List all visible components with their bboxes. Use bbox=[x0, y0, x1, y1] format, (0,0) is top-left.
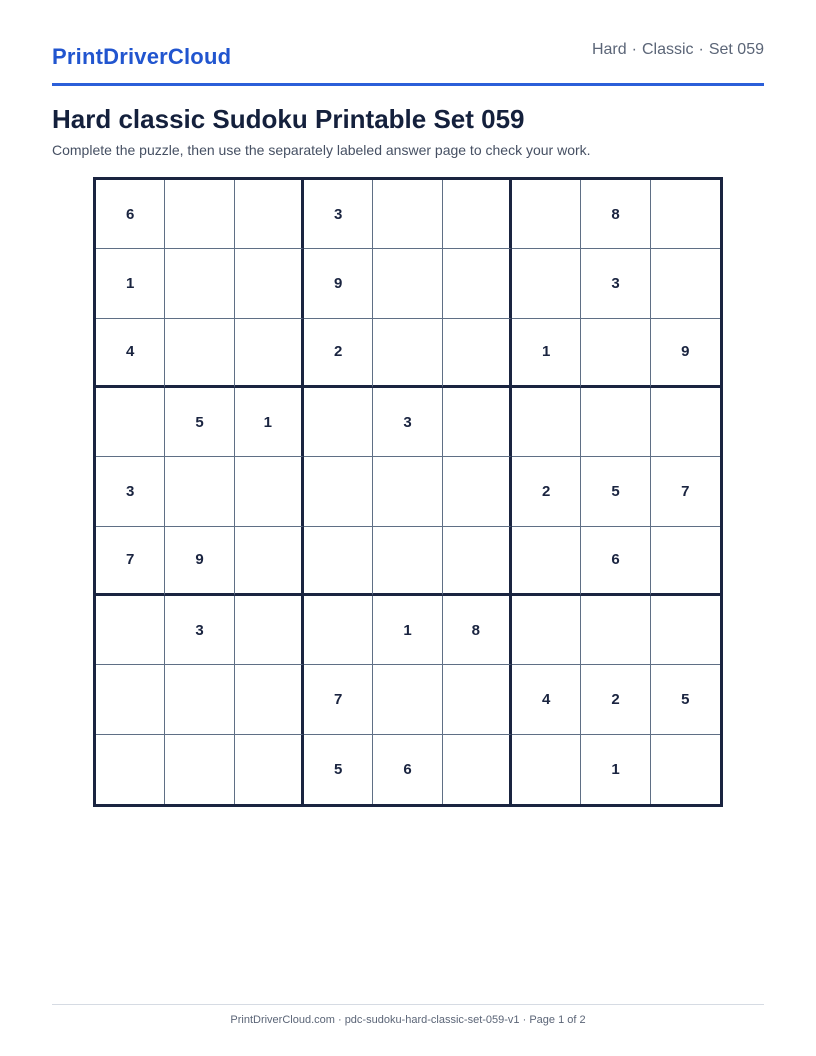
sudoku-cell-r6-c7[interactable] bbox=[512, 527, 581, 596]
page-header bbox=[52, 0, 764, 86]
sudoku-cell-r8-c3[interactable] bbox=[235, 665, 304, 734]
sudoku-cell-r4-c7[interactable] bbox=[512, 388, 581, 457]
sudoku-cell-r4-c4[interactable] bbox=[304, 388, 373, 457]
sudoku-cell-r9-c6[interactable] bbox=[443, 735, 512, 804]
sudoku-cell-r8-c2[interactable] bbox=[165, 665, 234, 734]
sudoku-cell-r2-c5[interactable] bbox=[373, 249, 442, 318]
sudoku-cell-r1-c2[interactable] bbox=[165, 180, 234, 249]
sudoku-cell-r5-c3[interactable] bbox=[235, 457, 304, 526]
sudoku-cell-r1-c5[interactable] bbox=[373, 180, 442, 249]
sudoku-cell-r2-c3[interactable] bbox=[235, 249, 304, 318]
sudoku-cell-r5-c2[interactable] bbox=[165, 457, 234, 526]
sudoku-cell-r1-c7[interactable] bbox=[512, 180, 581, 249]
sudoku-grid bbox=[93, 177, 723, 807]
sudoku-cell-r3-c4[interactable]: 2 bbox=[304, 319, 373, 388]
sudoku-cell-r9-c2[interactable] bbox=[165, 735, 234, 804]
sudoku-cell-r4-c2[interactable]: 5 bbox=[165, 388, 234, 457]
sudoku-cell-r7-c2[interactable]: 3 bbox=[165, 596, 234, 665]
sudoku-cell-r7-c9[interactable] bbox=[651, 596, 720, 665]
sudoku-cell-r3-c5[interactable] bbox=[373, 319, 442, 388]
sudoku-cell-r9-c1[interactable] bbox=[96, 735, 165, 804]
sudoku-cell-r5-c1[interactable]: 3 bbox=[96, 457, 165, 526]
sudoku-cell-r1-c4[interactable]: 3 bbox=[304, 180, 373, 249]
sudoku-cell-r3-c7[interactable]: 1 bbox=[512, 319, 581, 388]
sudoku-cell-r4-c9[interactable] bbox=[651, 388, 720, 457]
brand-logo[interactable]: PrintDriverCloud bbox=[52, 44, 232, 69]
sudoku-cell-r3-c2[interactable] bbox=[165, 319, 234, 388]
sudoku-cell-r9-c4[interactable]: 5 bbox=[304, 735, 373, 804]
sudoku-cell-r2-c2[interactable] bbox=[165, 249, 234, 318]
sudoku-cell-r4-c3[interactable]: 1 bbox=[235, 388, 304, 457]
sudoku-cell-r7-c5[interactable]: 1 bbox=[373, 596, 442, 665]
sudoku-cell-r2-c4[interactable]: 9 bbox=[304, 249, 373, 318]
sudoku-cell-r6-c8[interactable]: 6 bbox=[581, 527, 650, 596]
sudoku-cell-r7-c4[interactable] bbox=[304, 596, 373, 665]
sudoku-cell-r4-c6[interactable] bbox=[443, 388, 512, 457]
sudoku-cell-r8-c1[interactable] bbox=[96, 665, 165, 734]
sudoku-cell-r5-c6[interactable] bbox=[443, 457, 512, 526]
breadcrumb-variant: Classic bbox=[641, 41, 694, 58]
sudoku-cell-r6-c9[interactable] bbox=[651, 527, 720, 596]
sudoku-cell-r5-c9[interactable]: 7 bbox=[651, 457, 720, 526]
sudoku-cell-r8-c4[interactable]: 7 bbox=[304, 665, 373, 734]
sudoku-cell-r6-c2[interactable]: 9 bbox=[165, 527, 234, 596]
sudoku-cell-r1-c1[interactable]: 6 bbox=[96, 180, 165, 249]
page-title: Hard classic Sudoku Printable Set 059 bbox=[52, 104, 525, 134]
sudoku-cell-r8-c5[interactable] bbox=[373, 665, 442, 734]
sudoku-cell-r3-c8[interactable] bbox=[581, 319, 650, 388]
sudoku-cell-r7-c6[interactable]: 8 bbox=[443, 596, 512, 665]
sudoku-cell-r6-c1[interactable]: 7 bbox=[96, 527, 165, 596]
sudoku-cell-r6-c3[interactable] bbox=[235, 527, 304, 596]
sudoku-cell-r7-c7[interactable] bbox=[512, 596, 581, 665]
page-footer: PrintDriverCloud.com · pdc-sudoku-hard-classic-set-059-v1 · Page 1 of 2 bbox=[52, 1004, 764, 1026]
sudoku-cell-r4-c5[interactable]: 3 bbox=[373, 388, 442, 457]
sudoku-cell-r5-c7[interactable]: 2 bbox=[512, 457, 581, 526]
sudoku-cell-r1-c6[interactable] bbox=[443, 180, 512, 249]
sudoku-cell-r6-c4[interactable] bbox=[304, 527, 373, 596]
sudoku-cell-r3-c6[interactable] bbox=[443, 319, 512, 388]
sudoku-cell-r9-c7[interactable] bbox=[512, 735, 581, 804]
breadcrumb-separator: · bbox=[631, 41, 637, 58]
sudoku-cell-r4-c1[interactable] bbox=[96, 388, 165, 457]
sudoku-cell-r5-c5[interactable] bbox=[373, 457, 442, 526]
sudoku-cell-r6-c5[interactable] bbox=[373, 527, 442, 596]
sudoku-cell-r2-c9[interactable] bbox=[651, 249, 720, 318]
sudoku-cell-r6-c6[interactable] bbox=[443, 527, 512, 596]
sudoku-cell-r9-c9[interactable] bbox=[651, 735, 720, 804]
sudoku-cell-r8-c9[interactable]: 5 bbox=[651, 665, 720, 734]
sudoku-cell-r2-c6[interactable] bbox=[443, 249, 512, 318]
sudoku-cell-r1-c8[interactable]: 8 bbox=[581, 180, 650, 249]
sudoku-cell-r2-c1[interactable]: 1 bbox=[96, 249, 165, 318]
sudoku-cell-r7-c3[interactable] bbox=[235, 596, 304, 665]
breadcrumb-separator: · bbox=[698, 41, 704, 58]
sudoku-cell-r9-c8[interactable]: 1 bbox=[581, 735, 650, 804]
sudoku-cell-r1-c3[interactable] bbox=[235, 180, 304, 249]
sudoku-cell-r7-c1[interactable] bbox=[96, 596, 165, 665]
sudoku-cell-r2-c7[interactable] bbox=[512, 249, 581, 318]
sudoku-cell-r3-c9[interactable]: 9 bbox=[651, 319, 720, 388]
breadcrumb bbox=[592, 41, 764, 59]
sudoku-cell-r8-c8[interactable]: 2 bbox=[581, 665, 650, 734]
sudoku-cell-r3-c1[interactable]: 4 bbox=[96, 319, 165, 388]
sudoku-cell-r9-c3[interactable] bbox=[235, 735, 304, 804]
sudoku-cell-r2-c8[interactable]: 3 bbox=[581, 249, 650, 318]
page-subtitle: Complete the puzzle, then use the separately labeled answer page to check your work. bbox=[52, 142, 591, 158]
sudoku-cell-r4-c8[interactable] bbox=[581, 388, 650, 457]
sudoku-cell-r5-c4[interactable] bbox=[304, 457, 373, 526]
breadcrumb-set: Set 059 bbox=[708, 41, 764, 58]
sudoku-cell-r1-c9[interactable] bbox=[651, 180, 720, 249]
sudoku-cell-r5-c8[interactable]: 5 bbox=[581, 457, 650, 526]
sudoku-cell-r8-c7[interactable]: 4 bbox=[512, 665, 581, 734]
sudoku-cell-r7-c8[interactable] bbox=[581, 596, 650, 665]
sudoku-cell-r9-c5[interactable]: 6 bbox=[373, 735, 442, 804]
breadcrumb-difficulty: Hard bbox=[591, 41, 627, 58]
sudoku-cell-r3-c3[interactable] bbox=[235, 319, 304, 388]
sudoku-cell-r8-c6[interactable] bbox=[443, 665, 512, 734]
